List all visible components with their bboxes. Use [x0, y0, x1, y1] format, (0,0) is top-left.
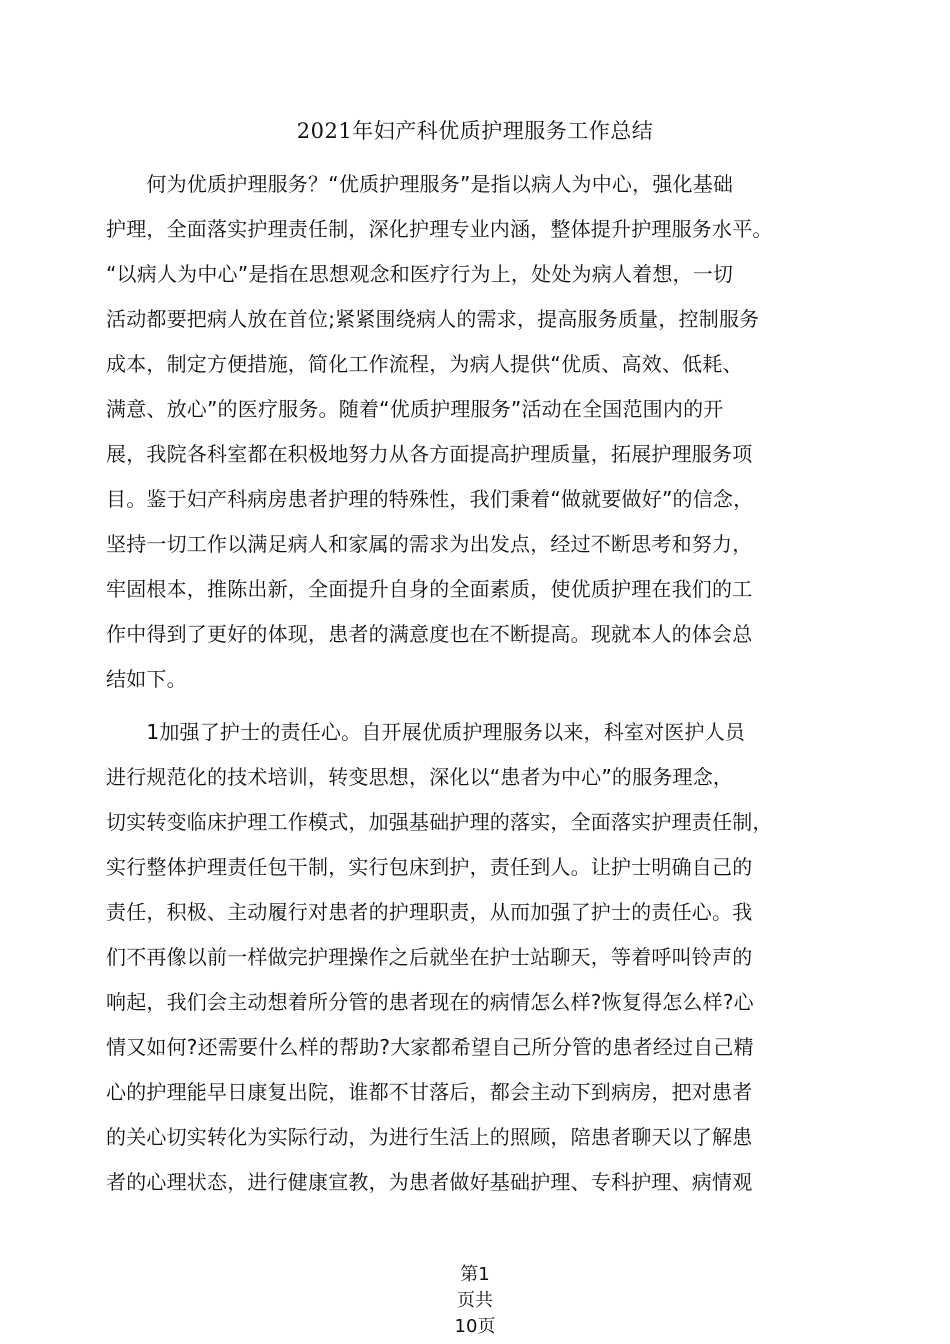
text-line: 护理，全面落实护理责任制，深化护理专业内涵，整体提升护理服务水平。	[106, 217, 773, 241]
paragraph-section-1	[106, 710, 842, 1205]
text-line: 作中得到了更好的体现，患者的满意度也在不断提高。现就本人的体会总	[106, 622, 753, 646]
text-line: 牢固根本，推陈出新，全面提升自身的全面素质，使优质护理在我们的工	[106, 577, 753, 601]
text-line: 情又如何?还需要什么样的帮助?大家都希望自己所分管的患者经过自己精	[106, 1035, 754, 1059]
text-line: 实行整体护理责任包干制，实行包床到护，责任到人。让护士明确自己的	[106, 855, 753, 879]
text-line: 进行规范化的技术培训，转变思想，深化以“患者为中心”的服务理念，	[106, 765, 734, 789]
page-number-footer	[0, 1262, 950, 1340]
text-line: 1加强了护士的责任心。自开展优质护理服务以来，科室对医护人员	[106, 720, 746, 744]
text-line: 的关心切实转化为实际行动，为进行生活上的照顾，陪患者聊天以了解患	[106, 1125, 753, 1149]
document-title: 2021年妇产科优质护理服务工作总结	[296, 119, 654, 143]
document-body	[106, 162, 842, 1213]
text-line: 心的护理能早日康复出院，谁都不甘落后，都会主动下到病房，把对患者	[106, 1080, 753, 1104]
text-line: “以病人为中心”是指在思想观念和医疗行为上，处处为病人着想，一切	[106, 262, 734, 286]
page-number-line: 页共	[457, 1290, 493, 1311]
text-line: 活动都要把病人放在首位;紧紧围绕病人的需求，提高服务质量，控制服务	[106, 307, 760, 331]
page-number-line: 第1	[460, 1264, 490, 1285]
text-line: 响起，我们会主动想着所分管的患者现在的病情怎么样?恢复得怎么样?心	[106, 990, 754, 1014]
text-line: 目。鉴于妇产科病房患者护理的特殊性，我们秉着“做就要做好”的信念，	[106, 487, 754, 511]
text-line: 满意、放心”的医疗服务。随着“优质护理服务”活动在全国范围内的开	[106, 397, 724, 421]
text-line: 坚持一切工作以满足病人和家属的需求为出发点，经过不断思考和努力，	[106, 532, 753, 556]
text-line: 者的心理状态，进行健康宣教，为患者做好基础护理、专科护理、病情观	[106, 1170, 753, 1194]
text-line: 展，我院各科室都在积极地努力从各方面提高护理质量，拓展护理服务项	[106, 442, 753, 466]
paragraph-intro	[106, 162, 842, 702]
text-line: 们不再像以前一样做完护理操作之后就坐在护士站聊天，等着呼叫铃声的	[106, 945, 753, 969]
page-number-line: 10页	[454, 1316, 496, 1337]
text-line: 切实转变临床护理工作模式，加强基础护理的落实，全面落实护理责任制，	[106, 810, 773, 834]
text-line: 何为优质护理服务？“优质护理服务”是指以病人为中心，强化基础	[106, 172, 734, 196]
text-line: 结如下。	[106, 667, 187, 691]
text-line: 成本，制定方便措施，简化工作流程，为病人提供“优质、高效、低耗、	[106, 352, 743, 376]
text-line: 责任，积极、主动履行对患者的护理职责，从而加强了护士的责任心。我	[106, 900, 753, 924]
